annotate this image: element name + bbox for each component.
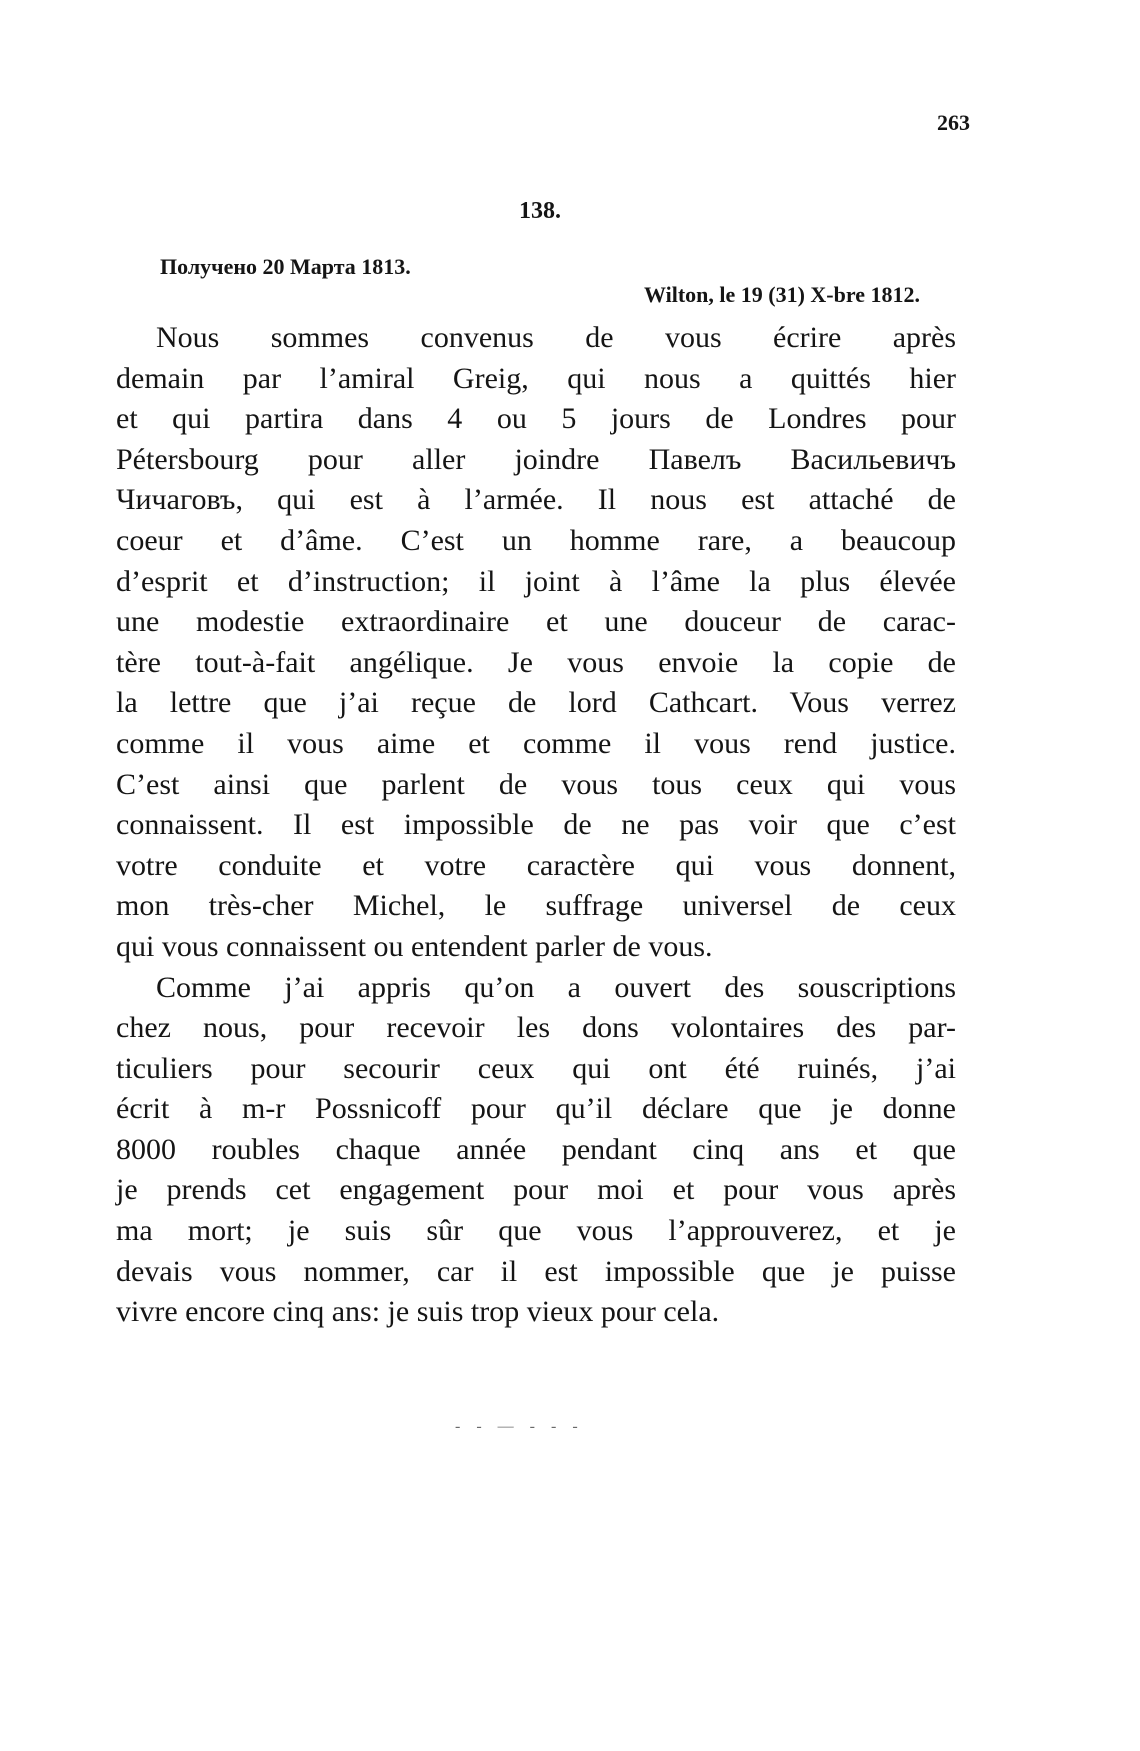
text-line: qui vous connaissent ou entendent parler de vous. — [116, 929, 713, 963]
text-line: connaissent. Il est impossible de ne pas voir que c’est — [116, 808, 956, 842]
text-line: C’est ainsi que parlent de vous tous ceux qui vous — [116, 767, 956, 801]
letter-body — [116, 318, 956, 1333]
text-line: écrit à m-r Possnicoff pour qu’il déclare que je donne — [116, 1092, 956, 1126]
end-separator: - - — - - - — [455, 1418, 584, 1435]
text-line: chez nous, pour recevoir les dons volontaires des par- — [116, 1011, 956, 1045]
text-line: la lettre que j’ai reçue de lord Cathcart. Vous verrez — [116, 686, 956, 720]
text-line: je prends cet engagement pour moi et pour vous après — [116, 1173, 956, 1207]
text-line: mon très-cher Michel, le suffrage universel de ceux — [116, 889, 956, 923]
paragraph-1 — [116, 318, 956, 968]
text-line: vivre encore cinq ans: je suis trop vieux pour cela. — [116, 1295, 720, 1329]
text-line: devais vous nommer, car il est impossible que je puisse — [116, 1254, 956, 1288]
text-line: comme il vous aime et comme il vous rend justice. — [116, 726, 956, 760]
text-line: d’esprit et d’instruction; il joint à l’âme la plus élevée — [116, 564, 956, 598]
text-line: demain par l’amiral Greig, qui nous a quittés hier — [116, 361, 956, 395]
text-line: ma mort; je suis sûr que vous l’approuverez, et je — [116, 1214, 956, 1248]
page-number: 263 — [937, 110, 970, 135]
text-line: Pétersbourg pour aller joindre Павелъ Васильевичъ — [116, 442, 956, 476]
text-line: ticuliers pour secourir ceux qui ont été ruinés, j’ai — [116, 1051, 956, 1085]
text-line: et qui partira dans 4 ou 5 jours de Londres pour — [116, 402, 956, 436]
place-date: Wilton, le 19 (31) X-bre 1812. — [644, 282, 920, 307]
text-line: votre conduite et votre caractère qui vous donnent, — [116, 848, 956, 882]
text-line: coeur et d’âme. C’est un homme rare, a beaucoup — [116, 523, 956, 557]
text-line: une modestie extraordinaire et une douceur de carac- — [116, 605, 956, 639]
paragraph-2 — [116, 968, 956, 1333]
text-line: 8000 roubles chaque année pendant cinq ans et que — [116, 1132, 956, 1166]
text-line: tère tout-à-fait angélique. Je vous envoie la copie de — [116, 645, 956, 679]
text-line: Чичаговъ, qui est à l’armée. Il nous est attaché de — [116, 483, 956, 517]
letter-number: 138. — [519, 198, 561, 224]
text-line: Comme j’ai appris qu’on a ouvert des souscriptions — [156, 970, 956, 1004]
received-note: Получено 20 Марта 1813. — [160, 254, 411, 279]
text-line: Nous sommes convenus de vous écrire après — [156, 321, 956, 354]
